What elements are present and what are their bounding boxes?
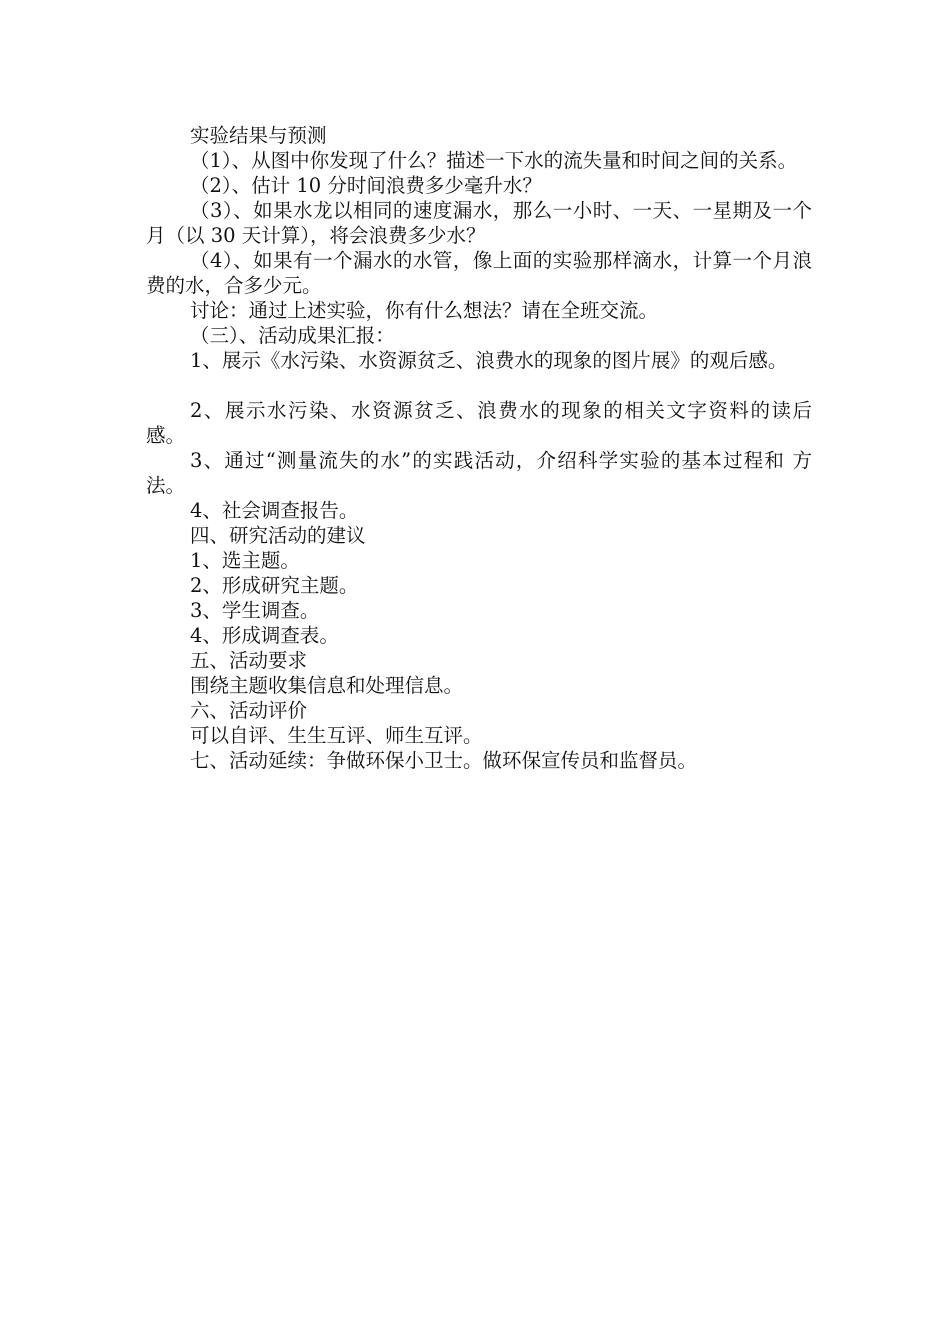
section-heading-suggestions: 四、研究活动的建议 (190, 524, 366, 547)
requirements-text: 围绕主题收集信息和处理信息。 (190, 674, 464, 697)
section-heading-report: （三）、活动成果汇报： (190, 324, 395, 347)
question-2: （2）、估计 10 分时间浪费多少毫升水？ (190, 174, 542, 197)
blank-line (146, 373, 812, 398)
section-heading-evaluation: 六、活动评价 (190, 699, 308, 722)
suggestion-item-3: 3、学生调查。 (190, 599, 320, 622)
suggestion-item-1: 1、选主题。 (190, 549, 300, 572)
section-heading-requirements: 五、活动要求 (190, 649, 308, 672)
section-heading-continuation: 七、活动延续：争做环保小卫士。做环保宣传员和监督员。 (190, 749, 698, 772)
question-1: （1）、从图中你发现了什么？描述一下水的流失量和时间之间的关系。 (190, 149, 798, 172)
discussion-paragraph: 讨论：通过上述实验，你有什么想法？请在全班交流。 (190, 299, 659, 322)
question-4: （4）、如果有一个漏水的水管，像上面的实验那样滴水，计算一个月浪费的水，合多少元。 (146, 249, 812, 297)
report-item-1: 1、展示《水污染、水资源贫乏、浪费水的现象的图片展》的观后感。 (190, 349, 788, 372)
document-page (146, 123, 812, 773)
section-heading-results: 实验结果与预测 (190, 124, 327, 147)
report-item-2: 2、展示水污染、水资源贫乏、浪费水的现象的相关文字资料的读后 感。 (146, 399, 812, 447)
evaluation-text: 可以自评、生生互评、师生互评。 (190, 724, 483, 747)
suggestion-item-2: 2、形成研究主题。 (190, 574, 359, 597)
suggestion-item-4: 4、形成调查表。 (190, 624, 339, 647)
report-item-4: 4、社会调查报告。 (190, 499, 359, 522)
report-item-3: 3、通过“测量流失的水”的实践活动，介绍科学实验的基本过程和 方法。 (146, 449, 812, 497)
question-3: （3）、如果水龙以相同的速度漏水，那么一小时、一天、一星期及一个月（以 30 天计算），将会浪费多少水？ (146, 199, 812, 247)
